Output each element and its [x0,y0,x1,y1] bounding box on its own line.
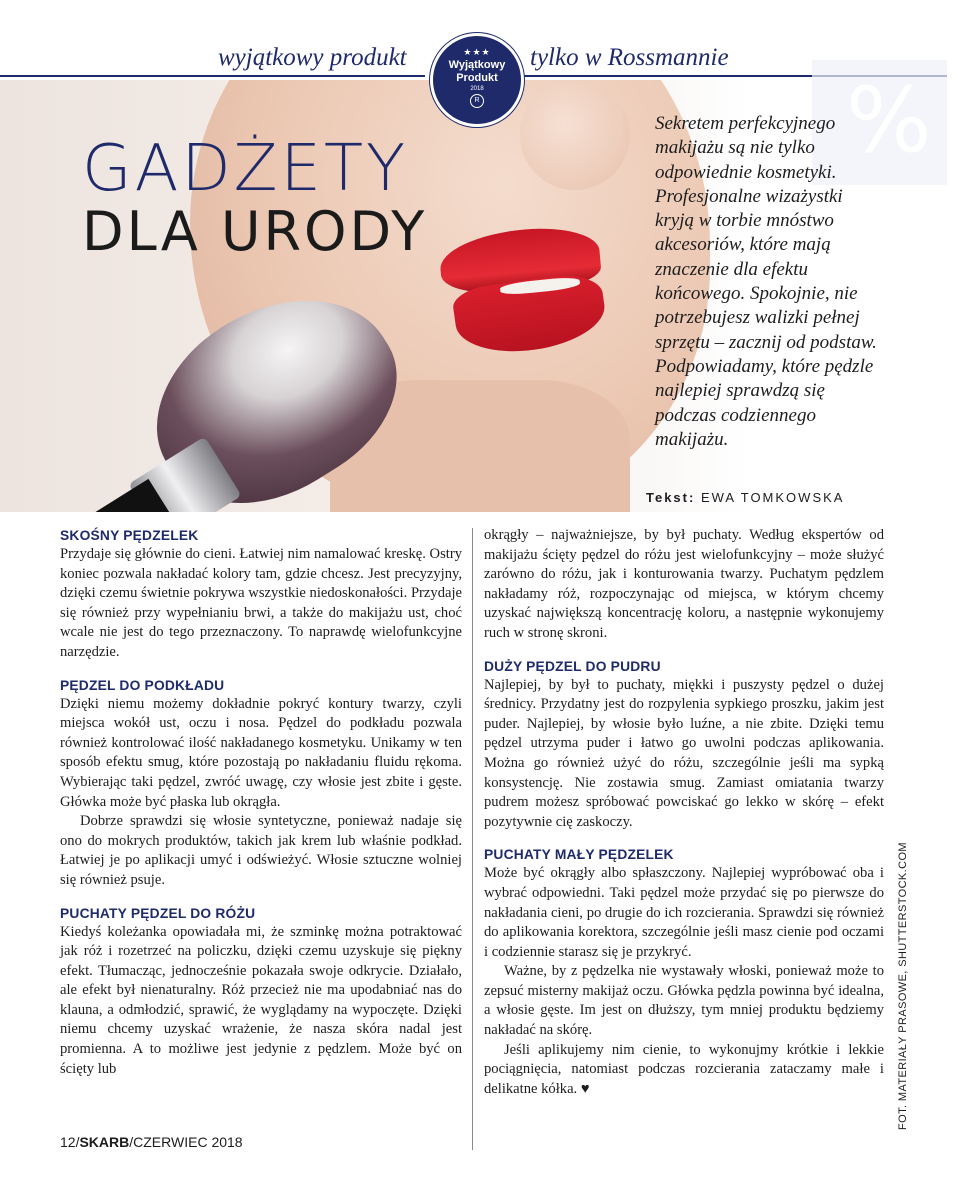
article-title-line2: DLA URODY [82,200,428,263]
right-column [484,526,884,1112]
byline-label: Tekst: [646,490,696,505]
section-paragraph: Jeśli aplikujemy nim cienie, to wykonujmy krótkie i lekkie pociągnięcia, natomiast podczas rozcierania zataczamy małe i delikatne kółka. ♥ [484,1041,884,1097]
section-paragraph: Dobrze sprawdzi się włosie syntetyczne, ponieważ nadaje się ono do mokrych produktów, takich jak krem lub właśnie podkład. Łatwiej je po aplikacji umyć i odświeżyć. Włosie sztuczne wolniej się również psuje. [60,813,462,888]
nose-illustration [520,80,630,190]
footer-separator: / [129,1134,134,1150]
wyjatkowy-produkt-badge [430,33,524,127]
badge-line2: Produkt [456,72,498,84]
section-heading: SKOŚNY PĘDZELEK [60,528,199,543]
section-duzy-pedzel-do-pudru [484,657,884,833]
section-heading: DUŻY PĘDZEL DO PUDRU [484,658,661,674]
makeup-brush-handle [38,479,172,512]
footer-separator: / [75,1134,80,1150]
section-paragraph: Najlepiej, by był to puchaty, miękki i puszysty pędzel o dużej średnicy. Przydatny jest do rozpylenia sypkiego proszku, jakim jest puder. Najlepiej, by włosie było luźne, a nie zbite. Dzięki temu pędzel utrzyma puder i łatwo go uwolni podczas aplikowania. Można go również użyć do różu, szczególnie jeśli ma sypką konsystencję. Nie zostawia smug. Zamiast omiatania twarzy pudrem możesz spróbować powciskać go lekko w skórę – efekt pozytywnie cię zaskoczy. [484,676,884,830]
banner-left-text: wyjątkowy produkt [218,44,407,71]
byline-author: EWA TOMKOWSKA [700,490,845,505]
section-heading: PĘDZEL DO PODKŁADU [60,677,225,693]
section-puchaty-maly-pedzelek [484,845,884,1099]
byline [646,490,844,505]
section-puchaty-pedzel-do-rozu [60,904,462,1080]
section-heading: PUCHATY MAŁY PĘDZELEK [484,847,674,863]
section-paragraph: Ważne, by z pędzelka nie wystawały włoski, ponieważ może to zepsuć misterny makijaż oczu. Główka pędzla powinna być idealna, a włosie gęste. Im jest on dłuższy, tym mniej produktu będziemy nakładać na skórę. [484,963,884,1039]
badge-year: 2018 [470,86,484,92]
section-pedzel-do-podkladu [60,676,462,891]
section-paragraph: okrągły – najważniejsze, by był puchaty. Według ekspertów od makijażu ścięty pędzel do różu jest wielofunkcyjny – może służyć zarówno do różu, jak i konturowania twarzy. Puchatym pędzlem nakładamy róż, rozpoczynając od miejsca, w którym chcemy uzyskać największą koncentrację koloru, a następnie wykonujemy ruch w stronę skroni. [484,527,884,641]
photo-credit: FOT. MATERIAŁY PRASOWE, SHUTTERSTOCK.COM [897,842,909,1130]
section-paragraph: Przydaje się głównie do cieni. Łatwiej nim namalować kreskę. Ostry koniec pozwala nakładać kolory tam, gdzie chcesz. Jest precyzyjny, dzięki czemu świetnie pokrywa wszystkie niedoskonałości. Przydaje się również przy wypełnianiu brwi, a także do makijażu ust, choć wcale nie jest do tego przeznaczony. To naprawdę wielofunkcyjne narzędzie. [60,546,462,660]
article-lead: Sekretem perfekcyjnego makijażu są nie tylko odpowiednie kosmetyki. Profesjonalne wizażystki kryją w torbie mnóstwo akcesoriów, które mają znaczenie dla efektu końcowego. Spokojnie, nie potrzebujesz walizki pełnej sprzętu – zacznij od podstaw. Podpowiadamy, które pędzle najlepiej sprawdzą się podczas codziennego makijażu. [655,113,877,450]
rossmann-logo-icon: R [470,94,484,108]
banner-right-text: tylko w Rossmannie [530,44,729,71]
badge-line1: Wyjątkowy [448,59,506,71]
magazine-brand: SKARB [79,1134,130,1150]
section-paragraph: Kiedyś koleżanka opowiadała mi, że szminkę można potraktować jak róż i rozetrzeć na policzku, dzięki czemu uzyskuje się piękny efekt. Tłumacząc, jednocześnie pokazała swoje odkrycie. Działało, ale efekt był nienaturalny. Róż przecież nie ma upodabniać nas do klauna, a odmłodzić, sprawić, że wyglądamy na wypoczęte. Dzięki niemu chcemy uzyskać wrażenie, że nasza skóra nadal jest promienna. A to możliwe jest jedynie z pędzlem. Może być on ścięty lub [60,923,462,1077]
banner-rule-left [0,75,425,77]
page-number: 12 [60,1134,76,1150]
page-footer [60,1134,243,1150]
left-column [60,526,462,1092]
article-title-line1: GADŻETY [82,132,409,206]
section-paragraph: Dzięki niemu możemy dokładnie pokryć kontury twarzy, czyli miejsca wokół ust, oczu i nosa. Pędzel do podkładu pozwala również kontrolować ilość nakładanego kosmetyku. Unikamy w ten sposób efektu smug, które pozostają po nakładaniu fluidu rękoma. Wybierając taki pędzel, zwróć uwagę, czy włosie jest zbite i gęste. Główka może być płaska lub okrągła. [60,695,462,810]
section-paragraph: Może być okrągły albo spłaszczony. Najlepiej wypróbować oba i wybrać odpowiedni. Taki pędzel może przydać się po pierwsze do nakładania cieni, po drugie do ich rozcierania. Sprawdzi się również do aplikowania korektora, szczególnie jeśli masz cienie pod oczami i codziennie starasz się je przykryć. [484,865,884,960]
section-continuation [484,526,884,644]
section-heading: PUCHATY PĘDZEL DO RÓŻU [60,905,256,921]
section-skosny-pedzelek [60,526,462,663]
column-divider [472,528,473,1150]
issue-date: CZERWIEC 2018 [133,1134,243,1150]
badge-stars: ★★★ [463,47,491,57]
